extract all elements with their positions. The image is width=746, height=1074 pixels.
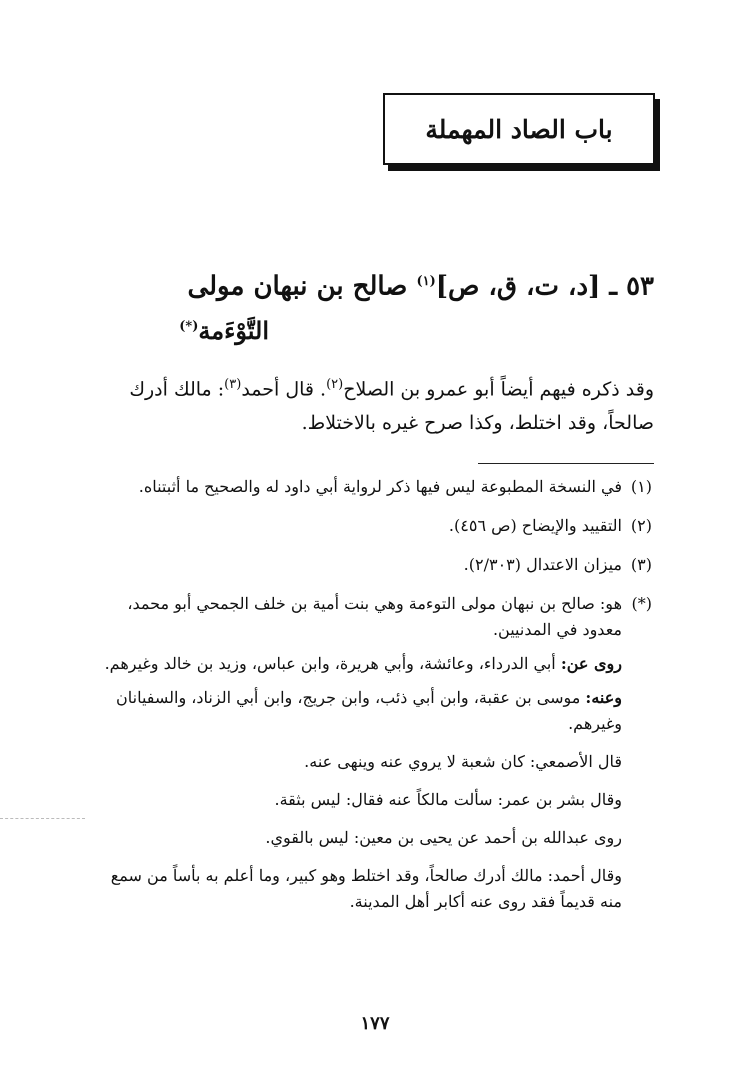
- narrated-by-label: وعنه:: [585, 688, 622, 707]
- entry-name: صالح بن نبهان مولى: [187, 271, 408, 302]
- entry-heading: [84, 262, 654, 351]
- footnote-number: (*): [631, 594, 652, 613]
- footnote-3: [92, 552, 652, 578]
- footnote-text: ميزان الاعتدال (٢/٣٠٣).: [463, 555, 622, 574]
- footnote-ref-3: (٣): [224, 377, 242, 392]
- footnote-text: التقييد والإيضاح (ص ٤٥٦).: [448, 516, 622, 535]
- narrated-by-text: موسى بن عقبة، وابن أبي ذئب، وابن جريج، وابن أبي الزناد، والسفيانان وغيرهم.: [115, 688, 622, 733]
- narrated-from-label: روى عن:: [560, 654, 622, 673]
- entry-name-continued-text: التَّوْءَمة: [198, 315, 269, 345]
- footnote-number: (٣): [630, 555, 652, 574]
- chapter-title-box: [383, 93, 655, 165]
- name-footnote-ref: (*): [179, 318, 199, 334]
- page-number: ١٧٧: [360, 1013, 390, 1034]
- heading-footnote-ref: (١): [416, 274, 436, 289]
- footnote-text: في النسخة المطبوعة ليس فيها ذكر لرواية أبي داود له والصحيح ما أثبتناه.: [138, 477, 622, 496]
- narrated-from: [92, 651, 622, 677]
- main-text-part3: : مالك أدرك صالحاً، وقد اختلط، وكذا صرح غيره بالاختلاط.: [129, 378, 654, 435]
- biography-intro: هو: صالح بن نبهان مولى التوءمة وهي بنت أمية بن خلف الجمحي أبو محمد، معدود في المدنيين.: [127, 594, 622, 639]
- footnote-star: [92, 591, 652, 915]
- main-paragraph: [94, 368, 654, 440]
- quote-bishr: وقال بشر بن عمر: سألت مالكاً عنه فقال: ليس بثقة.: [274, 790, 622, 809]
- quote-ibn-main: روى عبدالله بن أحمد عن يحيى بن معين: ليس بالقوي.: [265, 828, 622, 847]
- footnote-2: [92, 513, 652, 539]
- footnotes: [92, 474, 652, 928]
- entry-number-sigla: ٥٣ ـ [د، ت، ق، ص]: [435, 271, 654, 302]
- footnote-separator: [478, 463, 654, 464]
- footnote-1: [92, 474, 652, 500]
- quote-ahmad: وقال أحمد: مالك أدرك صالحاً، وقد اختلط وهو كبير، وما أعلم به بأساً من سمع منه قديماً فقد روى عنه أكابر أهل المدينة.: [110, 866, 622, 911]
- quote-asmai: قال الأصمعي: كان شعبة لا يروي عنه وينهى عنه.: [304, 752, 622, 771]
- chapter-title: باب الصاد المهملة: [425, 114, 613, 144]
- main-text-part1: وقد ذكره فيهم أيضاً أبو عمرو بن الصلاح: [343, 378, 654, 401]
- narrated-from-text: أبي الدرداء، وعائشة، وأبي هريرة، وابن عباس، وزيد بن خالد وغيرهم.: [104, 654, 556, 673]
- footnote-number: (١): [630, 477, 652, 496]
- margin-mark: [0, 818, 85, 819]
- main-text-part2: . قال أحمد: [241, 378, 327, 401]
- narrated-by: [92, 685, 622, 737]
- footnote-ref-2: (٢): [326, 377, 344, 392]
- footnote-number: (٢): [630, 516, 652, 535]
- entry-name-continued: [84, 307, 654, 351]
